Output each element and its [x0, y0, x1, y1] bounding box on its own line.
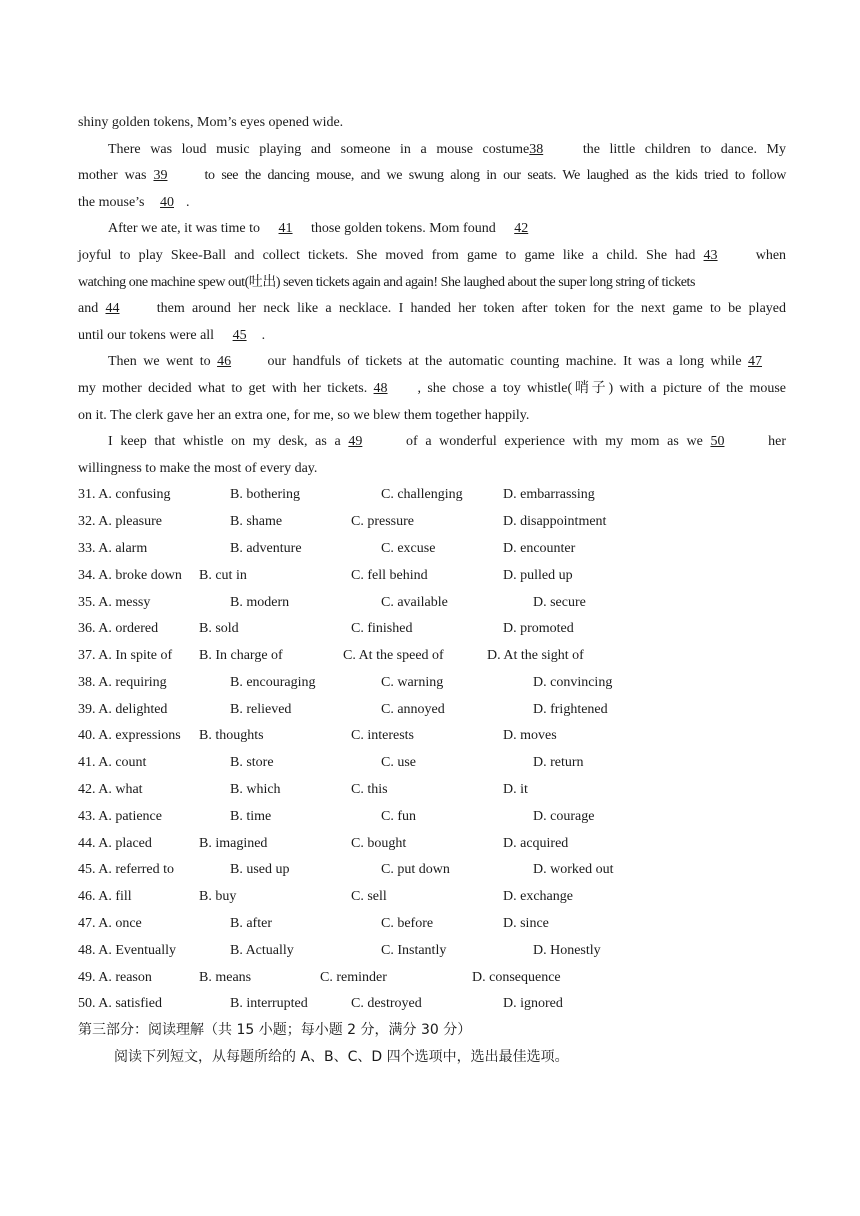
passage-text: the mouse’s — [78, 194, 145, 210]
option-b: B. bothering — [230, 487, 300, 503]
option-c: C. destroyed — [351, 996, 422, 1012]
option-a: 41. A. count — [78, 755, 147, 771]
question-row — [78, 643, 786, 670]
question-row — [78, 536, 786, 563]
passage-text: on it. The clerk gave her an extra one, for me, so we blew them together happily. — [78, 407, 530, 423]
question-row — [78, 697, 786, 724]
option-b: B. buy — [199, 889, 237, 905]
option-a: 46. A. fill — [78, 889, 132, 905]
option-b: B. Actually — [230, 942, 294, 958]
option-b: B. cut in — [199, 567, 247, 583]
option-a: 32. A. pleasure — [78, 514, 162, 530]
option-b: B. adventure — [230, 540, 302, 556]
passage-text: the little children to dance. My — [582, 141, 787, 157]
option-a: 50. A. satisfied — [78, 996, 162, 1012]
option-c: C. bought — [351, 835, 407, 851]
option-b: B. which — [230, 782, 281, 798]
passage-text: our handfuls of tickets at the automatic counting machine. It was a long while — [267, 354, 742, 370]
option-a: 40. A. expressions — [78, 728, 181, 744]
option-d: D. At the sight of — [487, 648, 584, 664]
option-a: 36. A. ordered — [78, 621, 159, 637]
option-c: C. warning — [381, 674, 444, 690]
option-d: D. embarrassing — [503, 487, 595, 503]
passage-line: the mouse’s 40 . — [78, 190, 786, 217]
passage-text: to see the dancing mouse, and we swung along in our seats. We laughed as the kids tried to follow — [204, 168, 787, 184]
option-c: C. Instantly — [381, 942, 447, 958]
passage-text: of a wonderful experience with my mom as we — [406, 434, 703, 450]
option-c: C. At the speed of — [343, 648, 444, 664]
question-row — [78, 804, 786, 831]
question-list — [78, 482, 786, 1018]
option-d: D. since — [503, 916, 549, 932]
option-b: B. store — [230, 755, 274, 771]
question-row — [78, 670, 786, 697]
passage-text: her — [768, 434, 787, 450]
option-a: 47. A. once — [78, 916, 142, 932]
option-c: C. reminder — [320, 969, 387, 985]
option-a: 49. A. reason — [78, 969, 152, 985]
question-row — [78, 991, 786, 1018]
passage-text: those golden tokens. Mom found — [311, 221, 496, 237]
option-b: B. In charge of — [199, 648, 283, 664]
question-row — [78, 563, 786, 590]
passage-line — [78, 296, 786, 323]
passage-line — [78, 456, 786, 483]
option-c: C. sell — [351, 889, 387, 905]
option-b: B. sold — [199, 621, 239, 637]
question-row — [78, 590, 786, 617]
question-row — [78, 857, 786, 884]
passage-text: joyful to play Skee-Ball and collect tickets. She moved from game to game like a child. She had — [78, 247, 696, 263]
passage-text: until our tokens were all — [78, 327, 215, 343]
option-b: B. interrupted — [230, 996, 308, 1012]
passage-text: mother was — [78, 168, 147, 184]
option-d: D. consequence — [472, 969, 561, 985]
option-d: D. exchange — [503, 889, 573, 905]
option-c: C. annoyed — [381, 701, 445, 717]
passage-text: After we ate, it was time to — [108, 221, 261, 237]
option-b: B. shame — [230, 514, 283, 530]
option-a: 45. A. referred to — [78, 862, 175, 878]
option-a: 31. A. confusing — [78, 487, 171, 503]
blank-39: 39 — [153, 168, 168, 184]
question-row — [78, 911, 786, 938]
passage-text: I keep that whistle on my desk, as a — [108, 434, 341, 450]
option-d: D. promoted — [503, 621, 574, 637]
option-c: C. challenging — [381, 487, 463, 503]
option-b: B. used up — [230, 862, 290, 878]
option-c: C. fun — [381, 808, 416, 824]
option-b: B. time — [230, 808, 272, 824]
option-c: C. before — [381, 916, 434, 932]
passage-text: , she chose a toy whistle(哨子) with a picture of the mouse — [417, 380, 787, 396]
passage-text: There was loud music playing and someone in a mouse costume — [108, 141, 530, 157]
option-a: 42. A. what — [78, 782, 143, 798]
passage-line — [78, 349, 786, 376]
passage-text: and — [78, 301, 99, 317]
passage-text: them around her neck like a necklace. I handed her token after token for the next game to be played — [156, 301, 786, 317]
question-row — [78, 509, 786, 536]
section-instruction: 阅读下列短文，从每题所给的 A、B、C、D 四个选项中，选出最佳选项。 — [114, 1049, 569, 1066]
option-c: C. put down — [381, 862, 450, 878]
option-c: C. excuse — [381, 540, 436, 556]
option-d: D. frightened — [533, 701, 608, 717]
passage-line — [78, 216, 786, 243]
option-b: B. after — [230, 916, 272, 932]
section-title: 第三部分：阅读理解（共 15 小题；每小题 2 分，满分 30 分） — [78, 1022, 472, 1039]
blank-38: 38 — [529, 141, 544, 157]
passage-line: until our tokens were all 45 . — [78, 323, 786, 350]
option-d: D. ignored — [503, 996, 563, 1012]
option-d: D. worked out — [533, 862, 614, 878]
question-row — [78, 777, 786, 804]
option-d: D. pulled up — [503, 567, 573, 583]
option-a: 43. A. patience — [78, 808, 162, 824]
option-b: B. relieved — [230, 701, 292, 717]
question-row — [78, 750, 786, 777]
question-row — [78, 723, 786, 750]
option-c: C. interests — [351, 728, 414, 744]
blank-42: 42 — [514, 221, 529, 237]
blank-48: 48 — [373, 380, 388, 396]
question-row — [78, 965, 786, 992]
passage-text: shiny golden tokens, Mom’s eyes opened wide. — [78, 115, 344, 130]
option-a: 48. A. Eventually — [78, 942, 176, 958]
option-d: D. acquired — [503, 835, 569, 851]
question-row — [78, 482, 786, 509]
blank-46: 46 — [217, 354, 232, 370]
option-d: D. encounter — [503, 540, 576, 556]
blank-41: 41 — [278, 221, 293, 237]
option-c: C. this — [351, 782, 388, 798]
option-d: D. it — [503, 782, 528, 798]
document-page — [78, 110, 786, 1072]
option-a: 33. A. alarm — [78, 540, 148, 556]
passage-line — [78, 137, 786, 164]
passage-line — [78, 270, 786, 297]
passage-line — [78, 429, 786, 456]
option-d: D. moves — [503, 728, 557, 744]
option-b: B. imagined — [199, 835, 268, 851]
question-row — [78, 884, 786, 911]
passage-line — [78, 376, 786, 403]
passage-text: Then we went to — [108, 354, 211, 370]
option-d: D. secure — [533, 594, 586, 610]
passage-text: my mother decided what to get with her tickets. — [78, 380, 368, 396]
option-c: C. fell behind — [351, 567, 428, 583]
option-a: 38. A. requiring — [78, 674, 167, 690]
blank-43: 43 — [703, 247, 718, 263]
passage-line — [78, 243, 786, 270]
blank-40: 40 — [160, 194, 174, 210]
option-a: 39. A. delighted — [78, 701, 168, 717]
blank-50: 50 — [710, 434, 725, 450]
option-a: 34. A. broke down — [78, 567, 182, 583]
option-d: D. Honestly — [533, 942, 601, 958]
option-d: D. return — [533, 755, 584, 771]
option-d: D. disappointment — [503, 514, 607, 530]
option-c: C. finished — [351, 621, 413, 637]
option-c: C. available — [381, 594, 448, 610]
option-a: 35. A. messy — [78, 594, 151, 610]
blank-49: 49 — [348, 434, 363, 450]
passage-line — [78, 403, 786, 430]
question-row — [78, 616, 786, 643]
blank-45: 45 — [232, 327, 247, 343]
option-d: D. courage — [533, 808, 595, 824]
blank-47: 47 — [748, 354, 762, 370]
question-row — [78, 831, 786, 858]
passage-text: watching one machine spew out(吐出) seven tickets again and again! She laughed about the super long string of tickets — [78, 274, 695, 290]
passage-line — [78, 110, 786, 137]
option-a: 37. A. In spite of — [78, 648, 173, 664]
option-b: B. modern — [230, 594, 290, 610]
option-d: D. convincing — [533, 674, 613, 690]
option-b: B. encouraging — [230, 674, 316, 690]
blank-44: 44 — [105, 301, 120, 317]
option-c: C. pressure — [351, 514, 414, 530]
option-b: B. means — [199, 969, 252, 985]
passage-line — [78, 163, 786, 190]
passage-text: when — [755, 247, 787, 263]
option-a: 44. A. placed — [78, 835, 152, 851]
option-c: C. use — [381, 755, 416, 771]
option-b: B. thoughts — [199, 728, 264, 744]
question-row — [78, 938, 786, 965]
passage-text: willingness to make the most of every day. — [78, 460, 318, 476]
